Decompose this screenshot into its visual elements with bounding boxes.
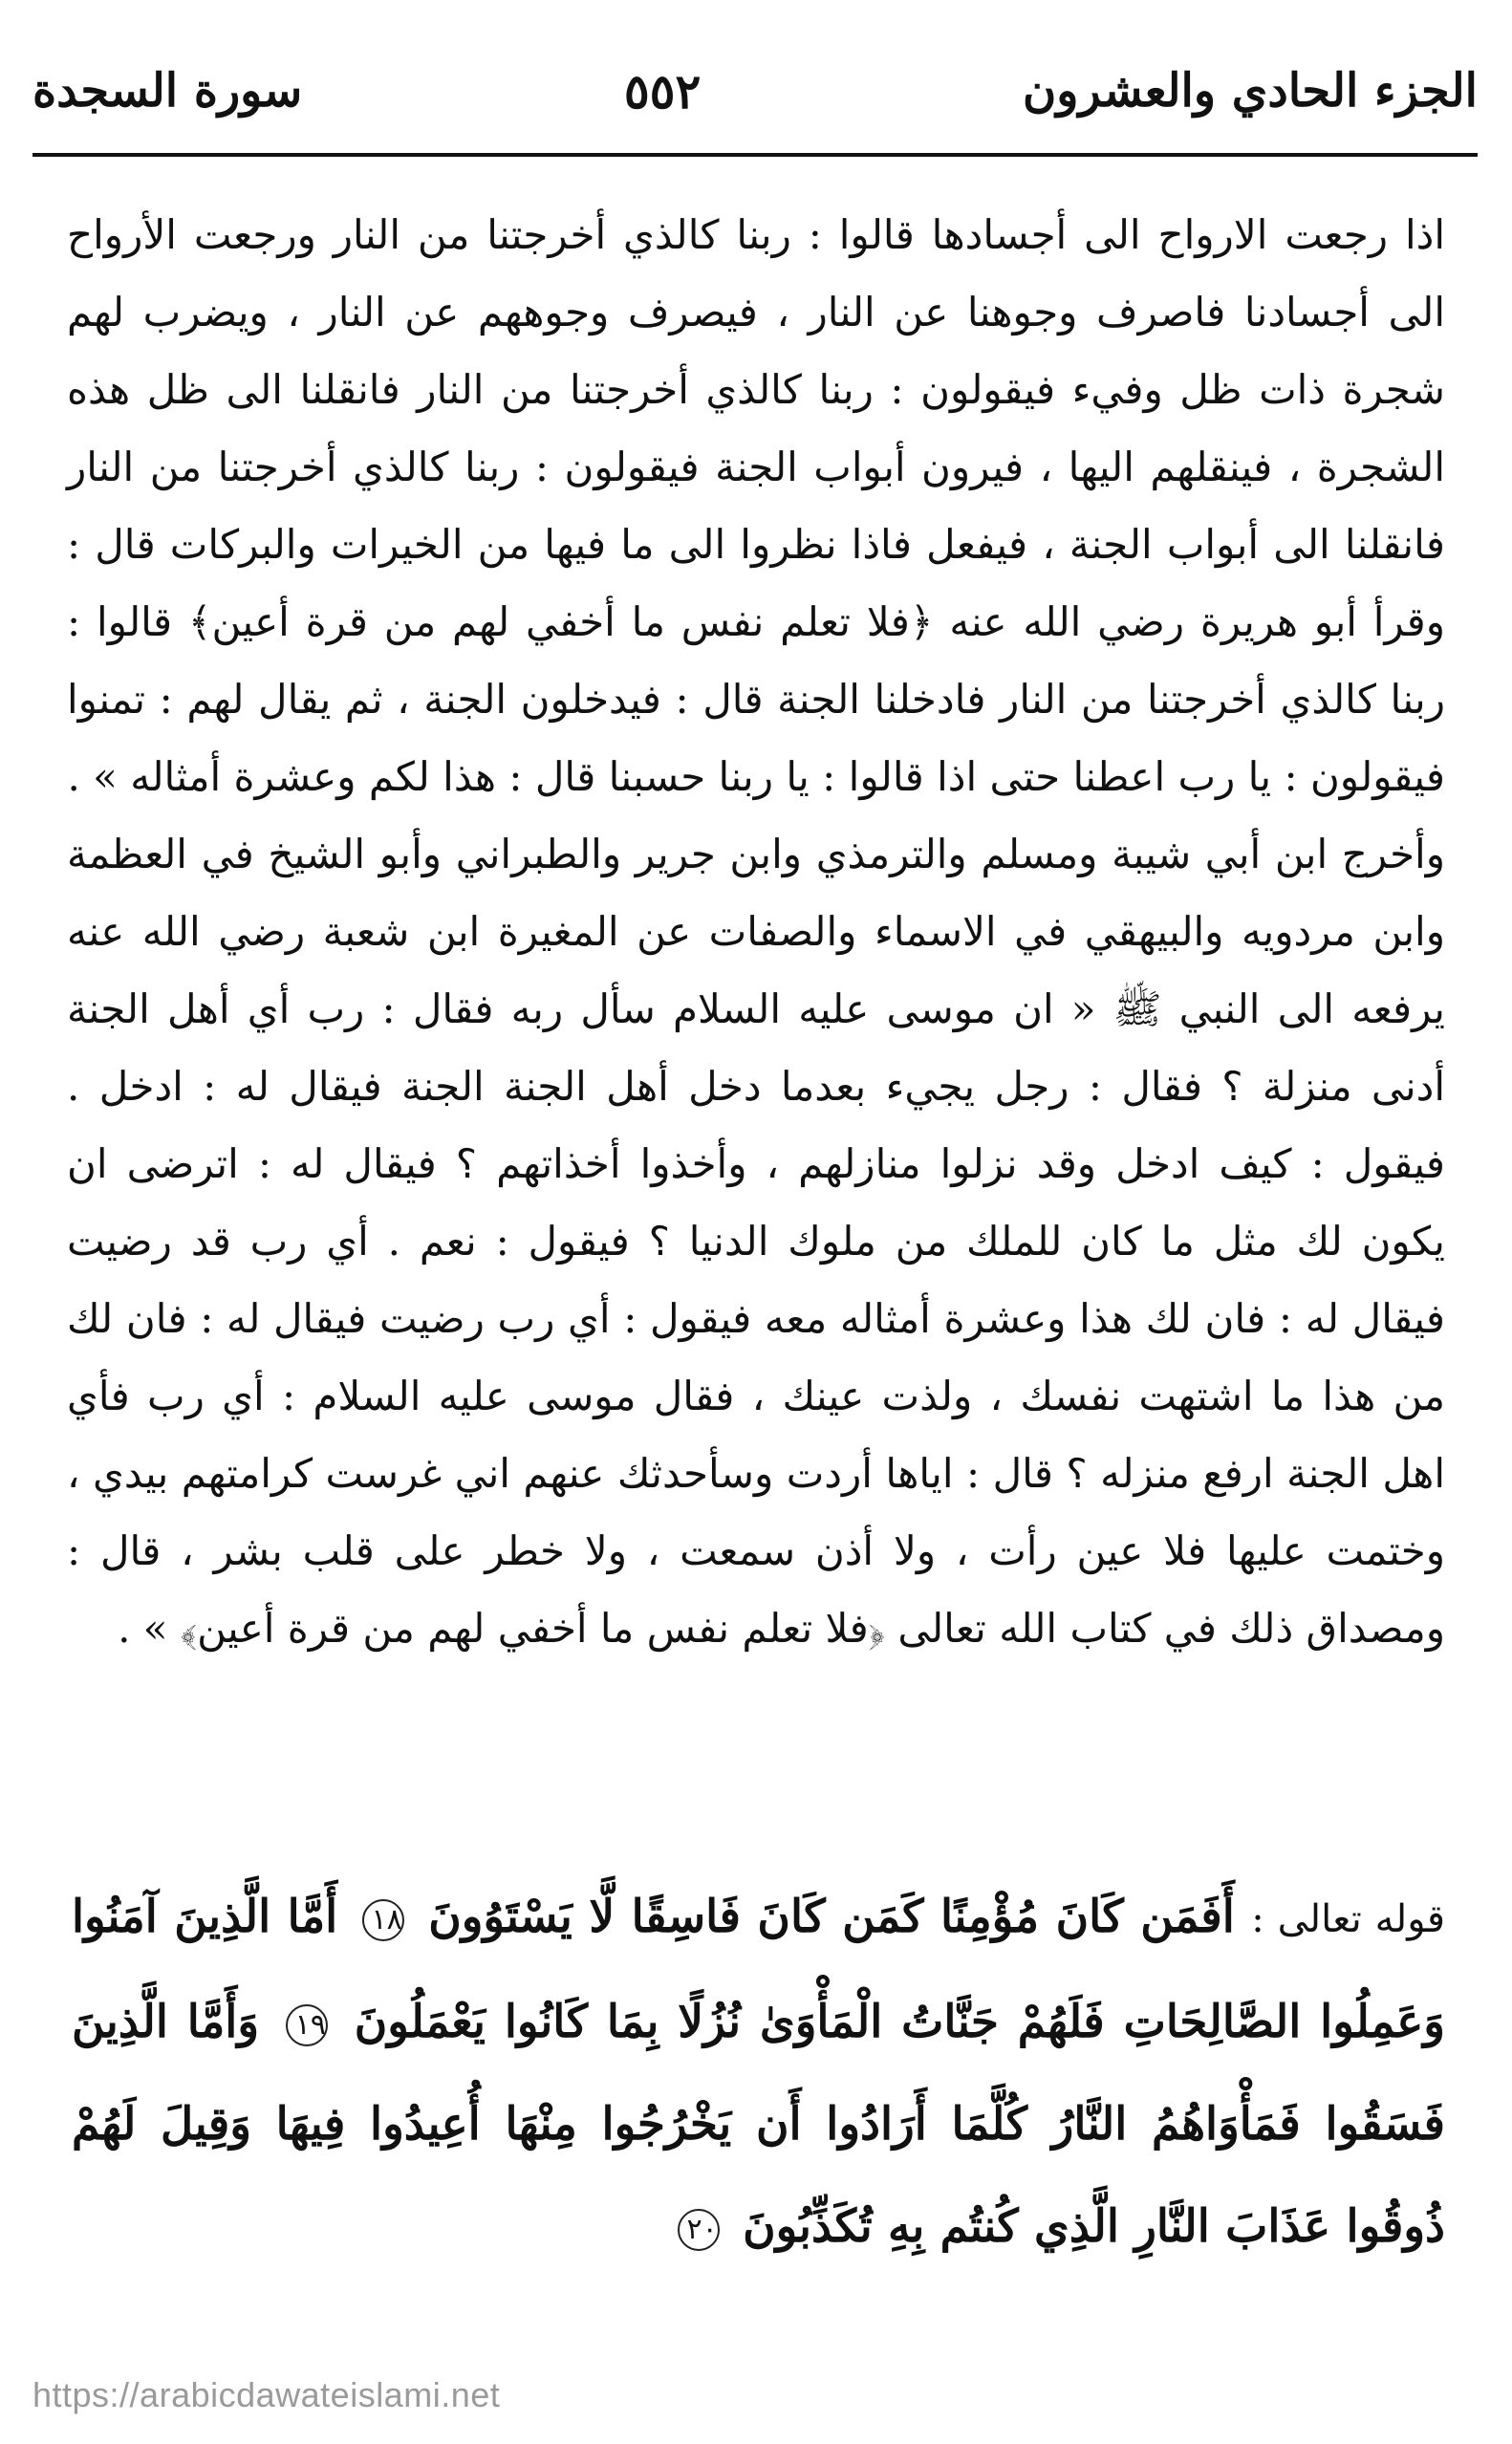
page-number: ٥٥٢ — [623, 62, 702, 119]
ayah-number-marker: ١٨ — [362, 1899, 404, 1941]
paragraph: اذا رجعت الارواح الى أجسادها قالوا : ربنا كالذي أخرجتنا من النار ورجعت الأرواح الى أجسادنا فاصرف وجوهنا عن النار ، فيصرف وجوههم عن النار ، ويضرب لهم شجرة ذات ظل وفيء فيقولون : ربنا كالذي أخرجتنا من النار فانقلنا الى ظل هذه الشجرة ، فينقلهم اليها ، فيرون أبواب الجنة فيقولون : ربنا كالذي أخرجتنا من النار فانقلنا الى أبواب الجنة ، فيفعل فاذا نظروا الى ما فيها من الخيرات والبركات قال : وقرأ أبو هريرة رضي الله عنه ﴿فلا تعلم نفس ما أخفي لهم من قرة أعين﴾ قالوا : ربنا كالذي أخرجتنا من النار فادخلنا الجنة قال : فيدخلون الجنة ، ثم يقال لهم : تمنوا فيقولون : يا رب اعطنا حتى اذا قالوا : يا ربنا حسبنا قال : هذا لكم وعشرة أمثاله » . — [67, 211, 1445, 800]
verse-text: أَمَّا الَّذِينَ آمَنُوا وَعَمِلُوا الصَّالِحَاتِ فَلَهُمْ جَنَّاتُ الْمَأْوَىٰ نُزُلًا بِمَا كَانُوا يَعْمَلُونَ — [72, 1891, 1445, 2048]
verse-text: أَفَمَن كَانَ مُؤْمِنًا كَمَن كَانَ فَاسِقًا لَّا يَسْتَوُونَ — [428, 1891, 1235, 1943]
part-title: الجزء الحادي والعشرون — [1023, 64, 1478, 118]
paragraph: وأخرج ابن أبي شيبة ومسلم والترمذي وابن جرير والطبراني وأبو الشيخ في العظمة وابن مردويه والبيهقي في الاسماء والصفات عن المغيرة ابن شعبة رضي الله عنه يرفعه الى النبي ﷺ « ان موسى عليه السلام سأل ربه فقال : رب أي أهل الجنة أدنى منزلة ؟ فقال : رجل يجيء بعدما دخل أهل الجنة الجنة فيقال له : ادخل . فيقول : كيف ادخل وقد نزلوا منازلهم ، وأخذوا أخذاتهم ؟ فيقال له : اترضى ان يكون لك مثل ما كان للملك من ملوك الدنيا ؟ فيقول : نعم . أي رب قد رضيت فيقال له : فان لك هذا وعشرة أمثاله معه فيقول : أي رب رضيت فيقال له : فان لك من هذا ما اشتهت نفسك ، ولذت عينك ، فقال موسى عليه السلام : أي رب فأي اهل الجنة ارفع منزله ؟ قال : اياها أردت وسأحدثك عنهم اني غرست كرامتهم بيدي ، وختمت عليها فلا عين رأت ، ولا أذن سمعت ، ولا خطر على قلب بشر ، قال : ومصداق ذلك في كتاب الله تعالى ﴿فلا تعلم نفس ما أخفي لهم من قرة أعين﴾ » . — [67, 831, 1445, 1652]
commentary-text — [67, 196, 1445, 1667]
verse-text: وَأَمَّا الَّذِينَ فَسَقُوا فَمَأْوَاهُمُ النَّارُ كُلَّمَا أَرَادُوا أَن يَخْرُجُوا مِنْهَا أُعِيدُوا فِيهَا وَقِيلَ لَهُمْ ذُوقُوا عَذَابَ النَّارِ الَّذِي كُنتُم بِهِ تُكَذِّبُونَ — [72, 1996, 1445, 2253]
header-rule — [32, 153, 1478, 157]
ayah-number-marker: ١٩ — [286, 2004, 328, 2046]
ayah-number-marker: ٢٠ — [678, 2209, 720, 2251]
watermark-url: https://arabicdawateislami.net — [32, 2375, 501, 2414]
verse-intro: قوله تعالى : — [1251, 1897, 1445, 1941]
surah-title: سورة السجدة — [32, 64, 303, 118]
quran-verses — [72, 1866, 1445, 2278]
page-header — [32, 48, 1478, 134]
